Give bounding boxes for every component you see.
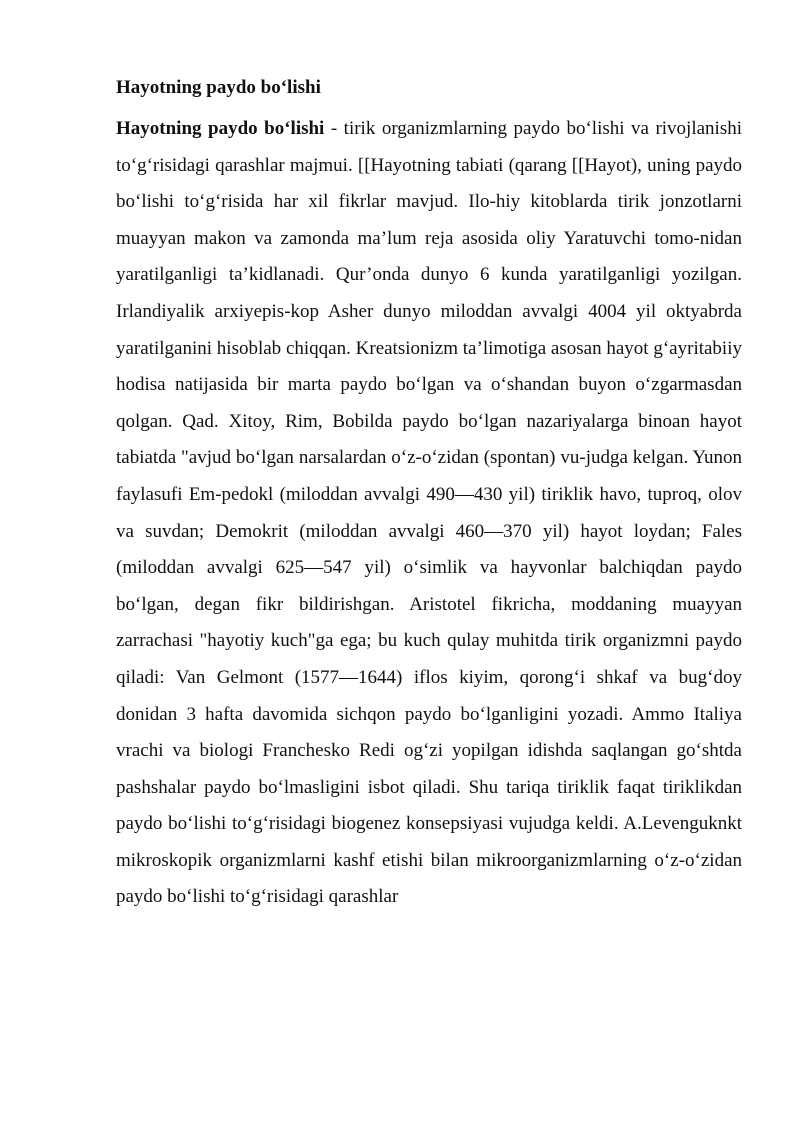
body-paragraph — [116, 111, 742, 916]
paragraph-text: - tirik organizmlarning paydo bo‘lishi va rivojlanishi to‘g‘risidagi qarashlar majmui. [[Hayotning tabiati (qarang [[Hayot), uning paydo bo‘lishi to‘g‘risida har xil fikrlar mavjud. Ilo-hiy kitoblarda tirik jonzotlarni muayyan makon va zamonda ma’lum reja asosida oliy Yaratuvchi tomo-nidan yaratilganligi ta’kidlanadi. Qur’onda dunyo 6 kunda yaratilganligi yozilgan. Irlandiyalik arxiyepis-kop Asher dunyo miloddan avvalgi 4004 yil oktyabrda yaratilganini hisoblab chiqqan. Kreatsionizm ta’limotiga asosan hayot g‘ayritabiiy hodisa natijasida bir marta paydo bo‘lgan va o‘shandan buyon o‘zgarmasdan qolgan. Qad. Xitoy, Rim, Bobilda paydo bo‘lgan nazariyalarga binoan hayot tabiatda "avjud bo‘lgan narsalardan o‘z-o‘zidan (spontan) vu-judga kelgan. Yunon faylasufi Em-pedokl (miloddan avvalgi 490—430 yil) tiriklik havo, tuproq, olov va suvdan; Demokrit (miloddan avvalgi 460—370 yil) hayot loydan; Fales (miloddan avvalgi 625—547 yil) o‘simlik va hayvonlar balchiqdan paydo bo‘lgan, degan fikr bildirishgan. Aristotel fikricha, moddaning muayyan zarrachasi "hayotiy kuch"ga ega; bu kuch qulay muhitda tirik organizmni paydo qiladi: Van Gelmont (1577—1644) iflos kiyim, qorong‘i shkaf va bug‘doy donidan 3 hafta davomida sichqon paydo bo‘lganligini yozadi. Ammo Italiya vrachi va biologi Franchesko Redi og‘zi yopilgan idishda saqlangan go‘shtda pashshalar paydo bo‘lmasligini isbot qiladi. Shu tariqa tiriklik faqat tiriklikdan paydo bo‘lishi to‘g‘risidagi biogenez konsepsiyasi vujudga keldi. A.Levenguknkt mikroskopik organizmlarni kashf etishi bilan mikroorganizmlarning o‘z-o‘zidan paydo bo‘lishi to‘g‘risidagi qarashlar — [116, 118, 742, 908]
paragraph-lead-term: Hayotning paydo bo‘lishi — [116, 118, 325, 139]
document-title: Hayotning paydo bo‘lishi — [116, 77, 321, 98]
